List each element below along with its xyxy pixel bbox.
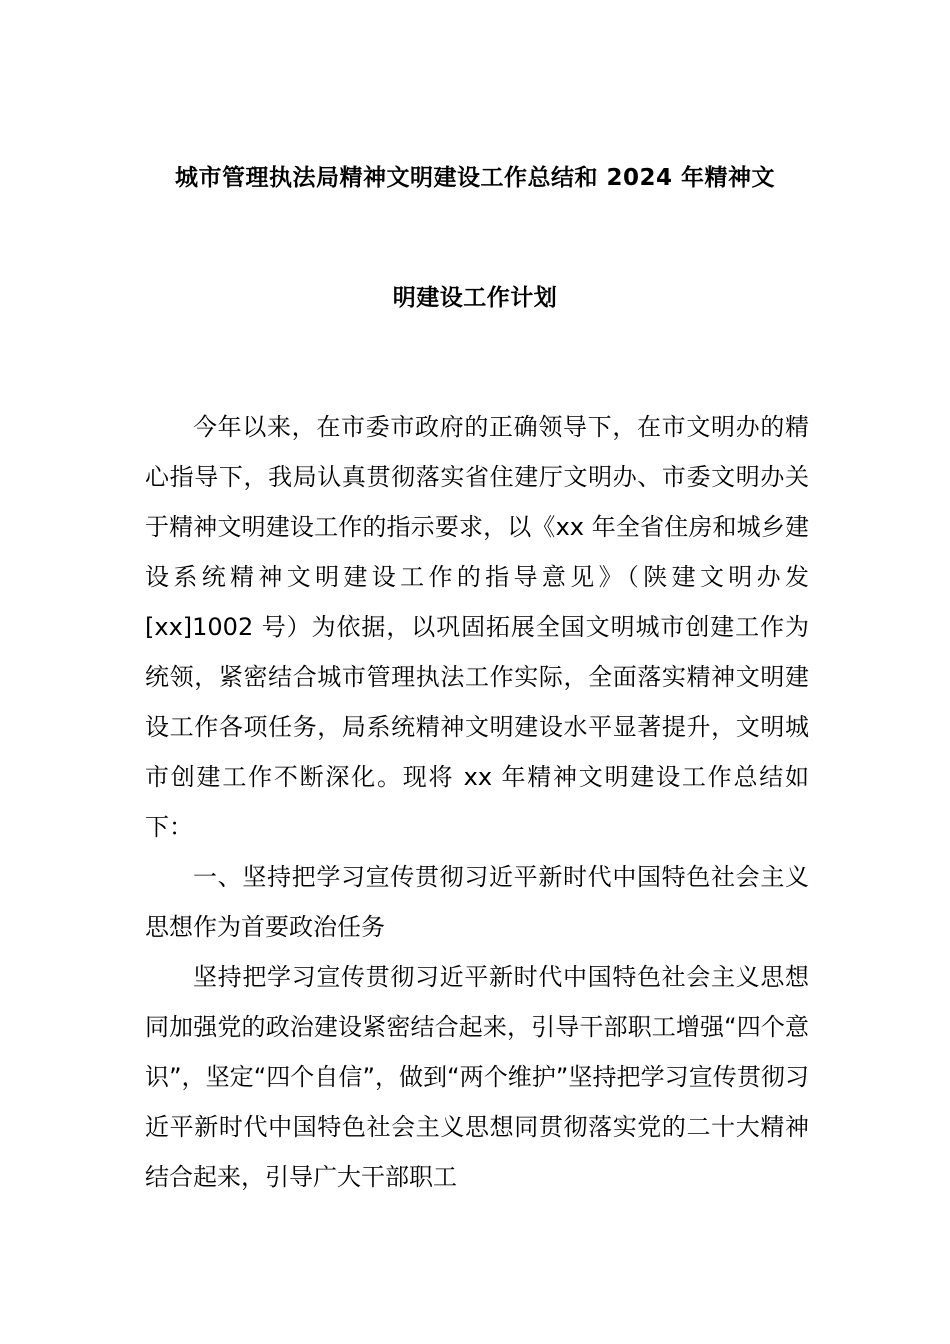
document-title-line-2: 明建设工作计划 [392,285,558,311]
document-title-line-1: 城市管理执法局精神文明建设工作总结和 2024 年精神文 [174,165,776,191]
document-body [145,402,809,1202]
paragraph-intro: 今年以来，在市委市政府的正确领导下，在市文明办的精心指导下，我局认真贯彻落实省住建厅文明办、市委文明办关于精神文明建设工作的指示要求，以《xx 年全省住房和城乡建设系统精神文明建设工作的指导意见》（陕建文明办发[xx]1002 号）为依据，以巩固拓展全国文明城市创建工作为统领，紧密结合城市管理执法工作实际，全面落实精神文明建设工作各项任务，局系统精神文明建设水平显著提升，文明城市创建工作不断深化。现将 xx 年精神文明建设工作总结如下： [145,413,809,841]
paragraph-section-1: 坚持把学习宣传贯彻习近平新时代中国特色社会主义思想同加强党的政治建设紧密结合起来，引导干部职工增强“四个意识”，坚定“四个自信”，做到“两个维护”坚持把学习宣传贯彻习近平新时代中国特色社会主义思想同贯彻落实党的二十大精神结合起来，引导广大干部职工 [145,963,809,1191]
section-heading-1: 一、坚持把学习宣传贯彻习近平新时代中国特色社会主义思想作为首要政治任务 [145,863,809,941]
